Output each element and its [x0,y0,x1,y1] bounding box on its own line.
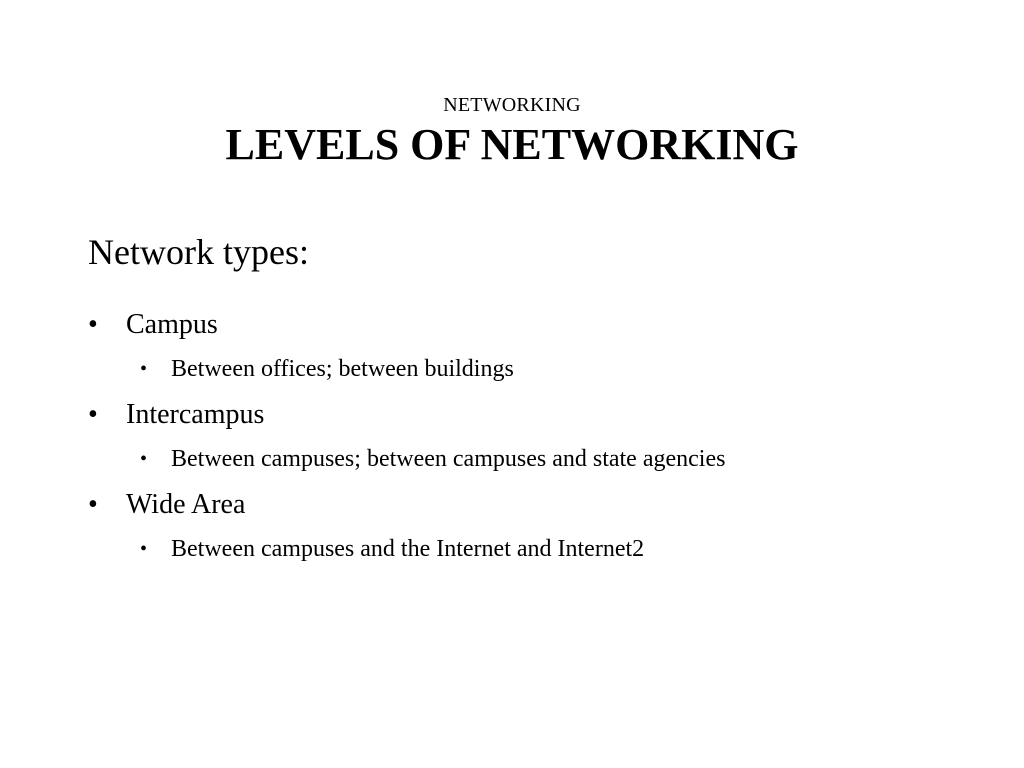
bullet-icon: • [88,489,98,520]
sub-list-item [88,353,988,385]
list-item-label: Intercampus [126,399,265,430]
bullet-icon: • [140,448,148,470]
sub-list-item [88,443,988,475]
list-item-campus [88,306,988,344]
sub-list-item [88,533,988,565]
sub-list-item-label: Between campuses and the Internet and Internet2 [171,536,645,562]
list-item-label: Wide Area [126,489,246,520]
slide-supertitle: NETWORKING [443,94,581,116]
slide-title: LEVELS OF NETWORKING [225,120,799,169]
bullet-list [88,306,988,576]
title-block [0,92,1024,170]
list-item-wide-area [88,486,988,524]
bullet-icon: • [88,309,98,340]
bullet-icon: • [140,358,148,380]
bullet-icon: • [140,538,148,560]
section-heading: Network types: [88,232,309,272]
bullet-icon: • [88,399,98,430]
sub-list-item-label: Between campuses; between campuses and state agencies [171,446,726,472]
sub-list-item-label: Between offices; between buildings [171,356,514,382]
list-item-label: Campus [126,309,218,340]
list-item-intercampus [88,396,988,434]
